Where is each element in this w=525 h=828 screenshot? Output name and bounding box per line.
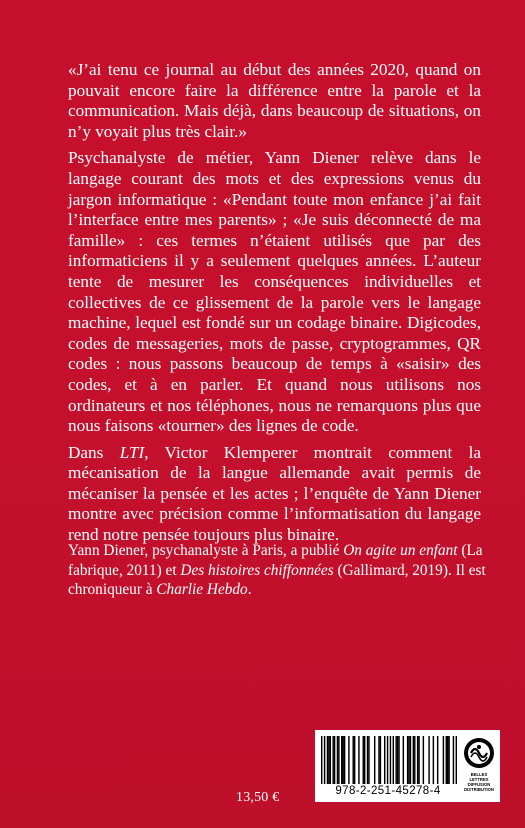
comparison-text-before: Dans (68, 442, 120, 462)
publisher-logo-text (461, 772, 497, 792)
barcode (321, 736, 457, 786)
book-title-lti: LTI (119, 442, 145, 462)
barcode-bar (374, 736, 375, 784)
barcode-bar (338, 736, 339, 784)
barcode-panel (315, 730, 500, 802)
barcode-bar (332, 736, 333, 784)
barcode-bar (387, 736, 388, 784)
barcode-bar (352, 736, 353, 784)
barcode-bar (348, 736, 349, 784)
barcode-bar (423, 736, 424, 784)
magazine-title: Charlie Hebdo (156, 581, 248, 599)
barcode-bar (341, 736, 342, 784)
barcode-bar (433, 736, 434, 784)
price: 13,50 € (236, 790, 280, 805)
isbn-number: 978-2-251-45278-4 (335, 785, 441, 797)
barcode-bar (417, 736, 418, 784)
barcode-bar (453, 736, 454, 784)
barcode-bar (354, 736, 355, 784)
barcode-bar (395, 736, 396, 784)
barcode-bar (390, 736, 391, 784)
barcode-bar (393, 736, 394, 784)
barcode-bar (407, 736, 408, 784)
barcode-bar (380, 736, 381, 784)
quote-paragraph: «J’ai tenu ce journal au début des années 2020, quand on pouvait encore faire la différence entre la parole et la communication. Mais déjà, dans beaucoup de situations, on n’y voyait plus très clair.» (68, 60, 481, 141)
barcode-bar (334, 736, 335, 784)
barcode-bar (321, 736, 322, 784)
book-title-2: Des histoires chiffonnées (180, 561, 334, 579)
logo-line-1: BELLES LETTRES (469, 772, 489, 782)
barcode-bar (367, 736, 368, 784)
bio-text-3: (Gallimard, 2019). Il est chroniqueur à (68, 561, 486, 599)
barcode-bar (447, 736, 448, 784)
barcode-bar (344, 736, 345, 784)
barcode-bar (403, 736, 404, 784)
barcode-bar (418, 736, 419, 784)
barcode-bar (456, 736, 457, 784)
logo-line-3: DISTRIBUTION (464, 787, 494, 792)
barcode-bar (448, 736, 449, 784)
barcode-bar (327, 736, 328, 784)
description-paragraph: Psychanalyste de métier, Yann Diener relève dans le langage courant des mots et des expressions venus du jargon informatique : «Pendant toute mon enfance j’ai fait l’interface entre mes parents» ; «Je suis déconnecté de ma famille» : ces termes n’étaient utilisés que par des informaticiens il y a seulement quelques années. L’auteur tente de mesurer les conséquences individuelles et collectives de ce glissement de la parole vers le langage machine, lequel est fondé sur un codage binaire. Digicodes, codes de messageries, mots de passe, cryptogrammes, QR codes : nous passons beaucoup de temps à «saisir» des codes, et à en parler. Et quand nous utilisons nos ordinateurs et nos téléphones, nous ne remarquons plus que nous faisons «tourner» des lignes de code. (68, 148, 481, 436)
bio-text-1: Yann Diener, psychanalyste à Paris, a publié (68, 542, 344, 559)
barcode-bar (414, 736, 415, 784)
barcode-bar (443, 736, 444, 784)
barcode-bar (408, 736, 409, 784)
barcode-bar (337, 736, 338, 784)
barcode-bar (437, 736, 438, 784)
barcode-bar (324, 736, 325, 784)
barcode-bar (428, 736, 429, 784)
barcode-bar (328, 736, 329, 784)
logo-line-2: DIFFUSION (467, 782, 491, 787)
barcode-bar (413, 736, 414, 784)
comparison-paragraph (68, 443, 481, 546)
barcode-bar (342, 736, 343, 784)
comparison-text-after: , Victor Klemperer montrait comment la mécanisation de la langue allemande avait permis de mécaniser la pensée et les actes ; l’enquête de Yann Diener montre avec précision comme l’informatisation du langage rend notre pensée toujours plus binaire. (68, 442, 481, 545)
barcode-bar (330, 736, 331, 784)
blurb (68, 60, 481, 552)
barcode-bar (378, 736, 379, 784)
bio-text-2: (La fabrique, 2011) et (68, 542, 483, 579)
barcode-bar (364, 736, 365, 784)
barcode-bar (446, 736, 447, 784)
barcode-bar (363, 736, 364, 784)
author-bio-paragraph (68, 541, 488, 600)
barcode-bar (368, 736, 369, 784)
barcode-bar (384, 736, 385, 784)
bio-text-4: . (247, 581, 252, 599)
barcode-bar (410, 736, 411, 784)
barcode-bar (358, 736, 359, 784)
author-bio (68, 541, 488, 600)
barcode-bar (397, 736, 398, 784)
book-title-1: On agite un enfant (343, 542, 458, 559)
barcode-bar (398, 736, 399, 784)
